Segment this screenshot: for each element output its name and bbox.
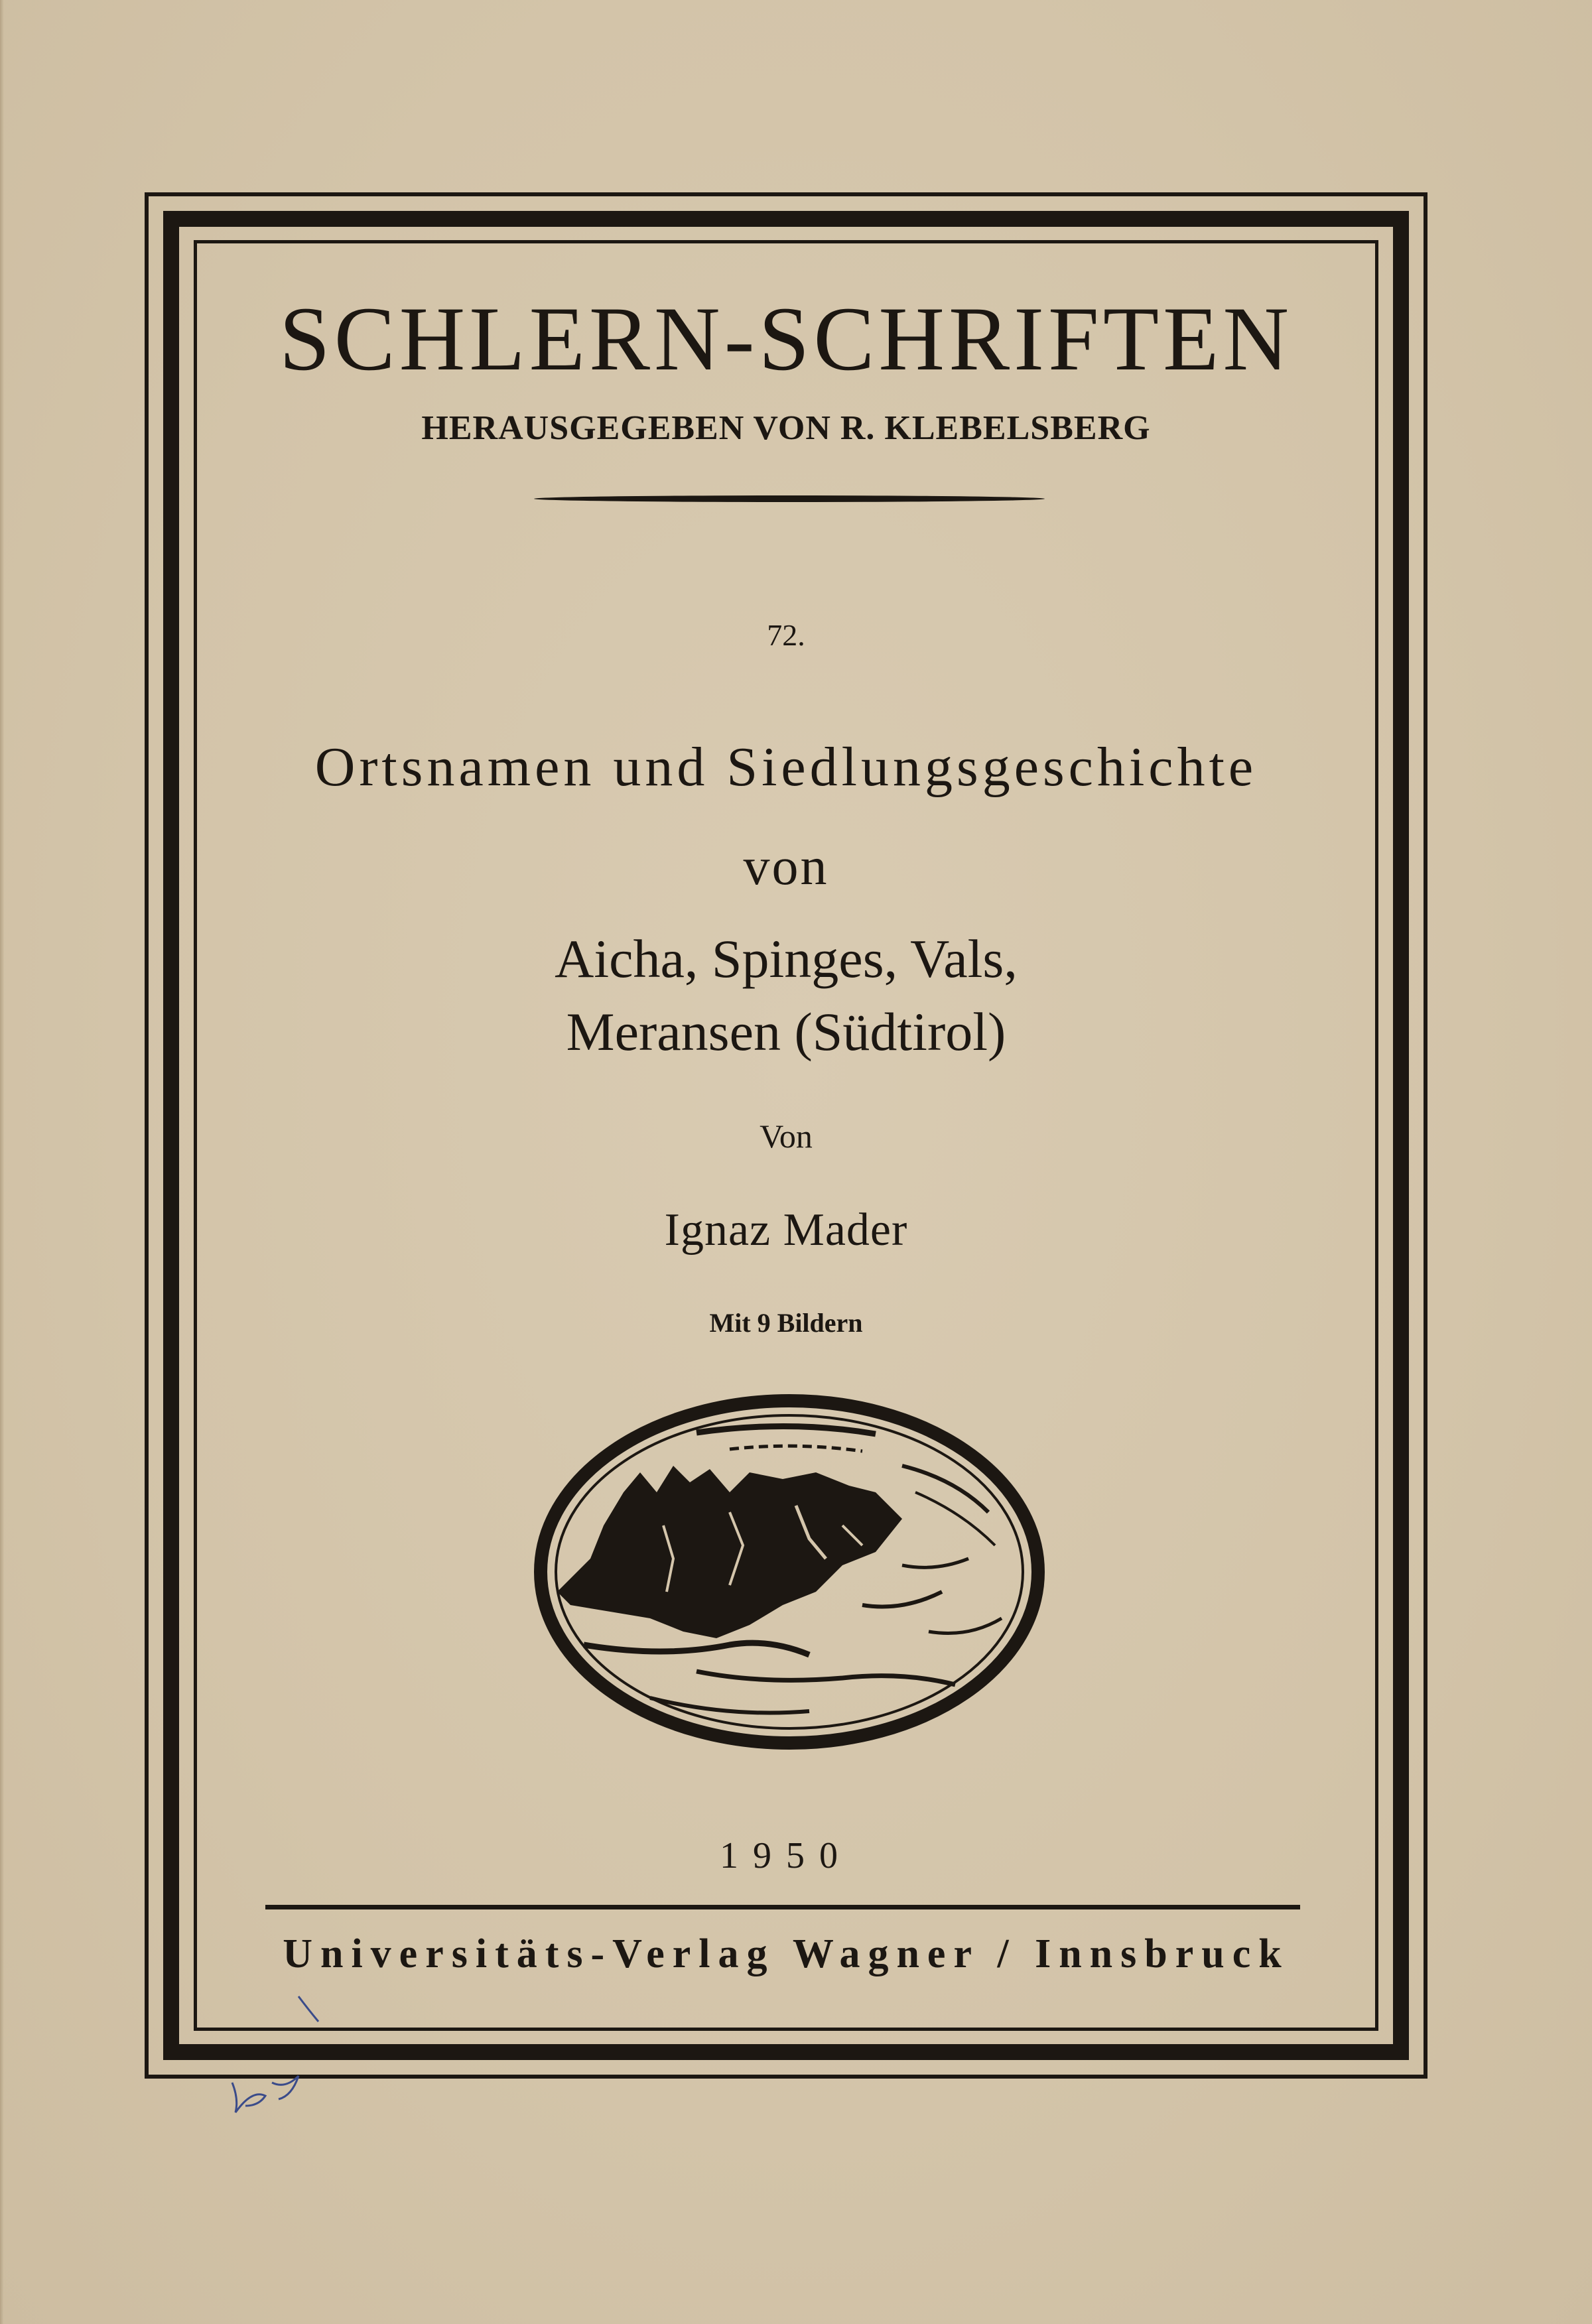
- divider-rule-top: [534, 495, 1045, 502]
- volume-number: 72.: [767, 618, 805, 652]
- series-title: SCHLERN-SCHRIFTEN: [279, 288, 1294, 389]
- editor-line: HERAUSGEGEBEN VON R. KLEBELSBERG: [421, 409, 1151, 447]
- byline: Von: [760, 1118, 813, 1155]
- book-title: Ortsnamen und Siedlungsgeschichte: [314, 736, 1258, 798]
- illustrations-note: Mit 9 Bildern: [709, 1308, 863, 1338]
- place-names-line-2: Meransen (Südtirol): [566, 1001, 1006, 1062]
- publisher: Universitäts-Verlag Wagner / Innsbruck: [283, 1931, 1290, 1976]
- divider-rule-bottom: [265, 1905, 1300, 1909]
- mountain-landscape-oval-icon: [531, 1393, 1048, 1751]
- cover-content: [199, 245, 1373, 2027]
- pencil-annotation-icon: [212, 1990, 345, 2122]
- spine-edge: [0, 0, 4, 2324]
- publication-year: 1950: [720, 1835, 852, 1876]
- place-names-line-1: Aicha, Spinges, Vals,: [555, 929, 1018, 989]
- author-name: Ignaz Mader: [664, 1204, 908, 1256]
- book-title-von: von: [743, 838, 829, 896]
